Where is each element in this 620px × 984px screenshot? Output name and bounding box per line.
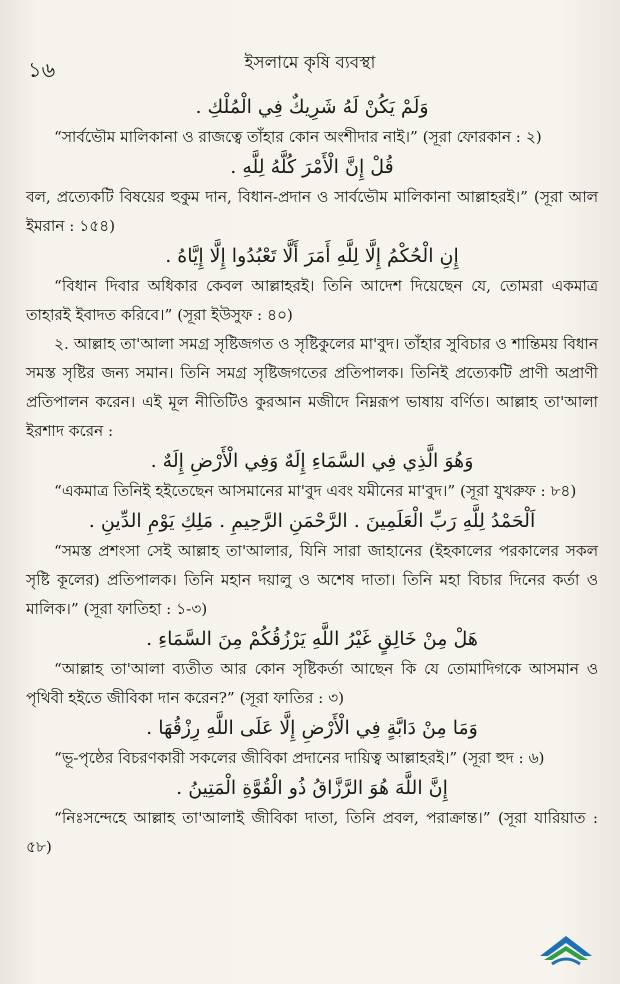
bengali-paragraph: “বিধান দিবার অধিকার কেবল আল্লাহরই। তিনি আদেশ দিয়েছেন যে, তোমরা একমাত্র তাহারই ইবাদত করিবে।” (সূরা ইউসুফ : ৪০)	[26, 277, 598, 324]
page-content	[26, 92, 598, 862]
publisher-logo-icon	[534, 922, 598, 968]
bengali-paragraph: বল, প্রত্যেকটি বিষয়ের হুকুম দান, বিধান-প্রদান ও সার্বভৌম মালিকানা আল্লাহরই।” (সূরা আল ইমরান : ১৫৪)	[26, 188, 598, 235]
bengali-paragraph: ২. আল্লাহ তা'আলা সমগ্র সৃষ্টিজগত ও সৃষ্টিকুলের মা'বুদ। তাঁহার সুবিচার ও শান্তিময় বিধান সমস্ত সৃষ্টির জন্য সমান। তিনি সমগ্র সৃষ্টিজগতের প্রতিপালক। তিনিই প্রত্যেকটি প্রাণী অপ্রাণী প্রতিপালন করেন। এই মূল নীতিটিও কুরআন মজীদে নিম্নরূপ ভাষায় বর্ণিত। আল্লাহ তা'আলা ইরশাদ করেন :	[26, 335, 598, 440]
arabic-verse: وَمَا مِنْ دَابَّةٍ فِي الْأَرْضِ إِلَّا عَلَى اللَّهِ رِزْقُهَا .	[146, 717, 478, 739]
bengali-paragraph: “সার্বভৌম মালিকানা ও রাজত্বে তাঁহার কোন অংশীদার নাই।” (সূরা ফোরকান : ২)	[54, 128, 542, 146]
bengali-paragraph: “সমস্ত প্রশংসা সেই আল্লাহ তা'আলার, যিনি সারা জাহানের (ইহকালের পরকালের সকল সৃষ্টি কূলের) প্রতিপালক। তিনি মহান দয়ালু ও অশেষ দাতা। তিনি মহা বিচার দিনের কর্তা ও মালিক।” (সূরা ফাতিহা : ১-৩)	[26, 542, 598, 618]
arabic-verse: إِنِ الْحُكْمُ إِلَّا لِلَّهِ أَمَرَ أَلَّا تَعْبُدُوا إِلَّا إِيَّاهُ .	[165, 245, 459, 267]
arabic-verse: قُلْ إِنَّ الْأَمْرَ كُلَّهُ لِلَّهِ .	[230, 156, 394, 178]
arabic-verse: إِنَّ اللَّهَ هُوَ الرَّزَّاقُ ذُو الْقُوَّةِ الْمَتِينُ .	[176, 777, 448, 799]
arabic-verse: وَهُوَ الَّذِي فِي السَّمَاءِ إِلَهٌ وَفِي الْأَرْضِ إِلَهٌ .	[150, 450, 474, 472]
bengali-paragraph: “নিঃসন্দেহে আল্লাহ তা'আলাই জীবিকা দাতা, তিনি প্রবল, পরাক্রান্ত।” (সূরা যারিয়াত : ৫৮)	[26, 809, 598, 856]
page-number: ১৬	[28, 58, 56, 82]
arabic-verse: هَلْ مِنْ خَالِقٍ غَيْرُ اللَّهِ يَرْزُقُكُمْ مِنَ السَّمَاءِ .	[146, 628, 478, 650]
bengali-paragraph: “ভূ-পৃষ্ঠের বিচরণকারী সকলের জীবিকা প্রদানের দায়িত্ব আল্লাহরই।” (সূরা হুদ : ৬)	[54, 749, 545, 767]
bengali-paragraph: “একমাত্র তিনিই হইতেছেন আসমানের মা'বুদ এবং যমীনের মা'বুদ।” (সূরা যুখরুফ : ৮৪)	[54, 482, 577, 500]
arabic-verse: اَلْحَمْدُ لِلَّهِ رَبِّ الْعَلَمِينَ . الرَّحْمَنِ الرَّحِيمِ . مَلِكِ يَوْمِ الدِّينِ .	[88, 510, 536, 532]
bengali-paragraph: “আল্লাহ তা'আলা ব্যতীত আর কোন সৃষ্টিকর্তা আছেন কি যে তোমাদিগকে আসমান ও পৃথিবী হইতে জীবিকা দান করেন?” (সূরা ফাতির : ৩)	[26, 660, 598, 707]
running-header-title: ইসলামে কৃষি ব্যবস্থা	[244, 53, 376, 73]
arabic-verse: وَلَمْ يَكُنْ لَهُ شَرِيكٌ فِي الْمُلْكِ .	[195, 96, 429, 118]
